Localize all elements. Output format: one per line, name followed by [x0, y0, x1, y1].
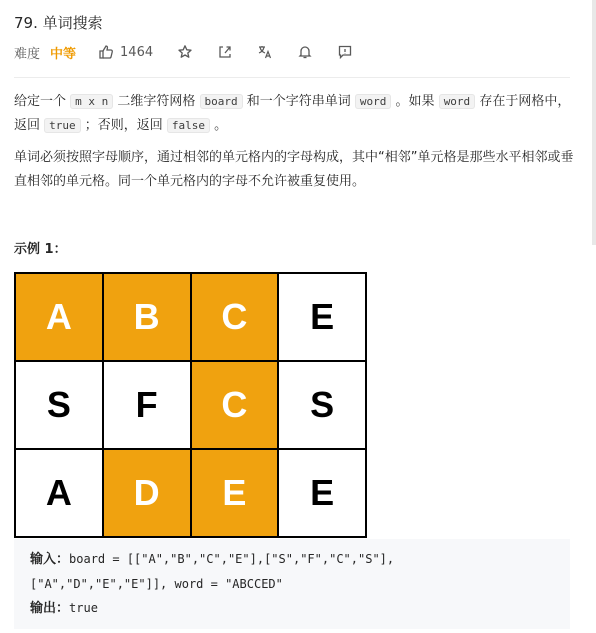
board-cell: E — [192, 450, 278, 536]
divider — [14, 77, 570, 78]
output-label: 输出： — [30, 601, 70, 616]
like-button[interactable] — [98, 44, 153, 60]
translate-button[interactable] — [257, 44, 273, 60]
like-count: 1464 — [120, 44, 154, 60]
translate-icon — [257, 44, 273, 60]
bell-icon — [297, 44, 313, 60]
board-cell: C — [192, 274, 278, 360]
difficulty-badge: 中等 — [50, 46, 77, 62]
inline-code: true — [44, 118, 81, 133]
board-cell: A — [16, 274, 102, 360]
input-line-1: board = [["A","B","C","E"],["S","F","C","S"], — [69, 552, 395, 566]
example-io-box — [14, 539, 570, 629]
example-title: 示例 1： — [14, 242, 67, 257]
example-board-image — [14, 272, 367, 538]
board-cell: F — [104, 362, 190, 448]
favorite-button[interactable] — [177, 44, 193, 60]
problem-title: 79. 单词搜索 — [14, 14, 103, 32]
board-cell: E — [279, 274, 365, 360]
inline-code: m x n — [70, 94, 113, 109]
board-cell: S — [279, 362, 365, 448]
board-cell: B — [104, 274, 190, 360]
board-cell: E — [279, 450, 365, 536]
thumbs-up-icon — [98, 44, 114, 60]
notification-button[interactable] — [297, 44, 313, 60]
problem-meta — [14, 42, 353, 62]
difficulty-label: 难度 — [14, 46, 41, 62]
input-label: 输入： — [30, 552, 70, 567]
board-cell: C — [192, 362, 278, 448]
example-input — [30, 547, 554, 572]
inline-code: board — [200, 94, 243, 109]
share-icon — [217, 44, 233, 60]
inline-code: false — [167, 118, 210, 133]
board-cell: A — [16, 450, 102, 536]
rules-paragraph: 单词必须按照字母顺序，通过相邻的单元格内的字母构成，其中“相邻”单元格是那些水平相邻或垂直相邻的单元格。同一个单元格内的字母不允许被重复使用。 — [14, 150, 574, 189]
output-value: true — [69, 601, 98, 615]
board-cell: D — [104, 450, 190, 536]
feedback-button[interactable] — [337, 44, 353, 60]
example-output — [30, 596, 554, 621]
inline-code: word — [439, 94, 476, 109]
share-button[interactable] — [217, 44, 233, 60]
inline-code: word — [355, 94, 392, 109]
example-input-cont: ["A","D","E","E"]], word = "ABCCED" — [30, 577, 283, 591]
description-paragraph: 给定一个 m x n 二维字符网格 board 和一个字符串单词 word 。如果 word 存在于网格中，返回 true ；否则，返回 false 。 — [14, 94, 571, 133]
board-cell: S — [16, 362, 102, 448]
report-icon — [337, 44, 353, 60]
star-icon — [177, 44, 193, 60]
scrollbar[interactable] — [592, 0, 596, 245]
